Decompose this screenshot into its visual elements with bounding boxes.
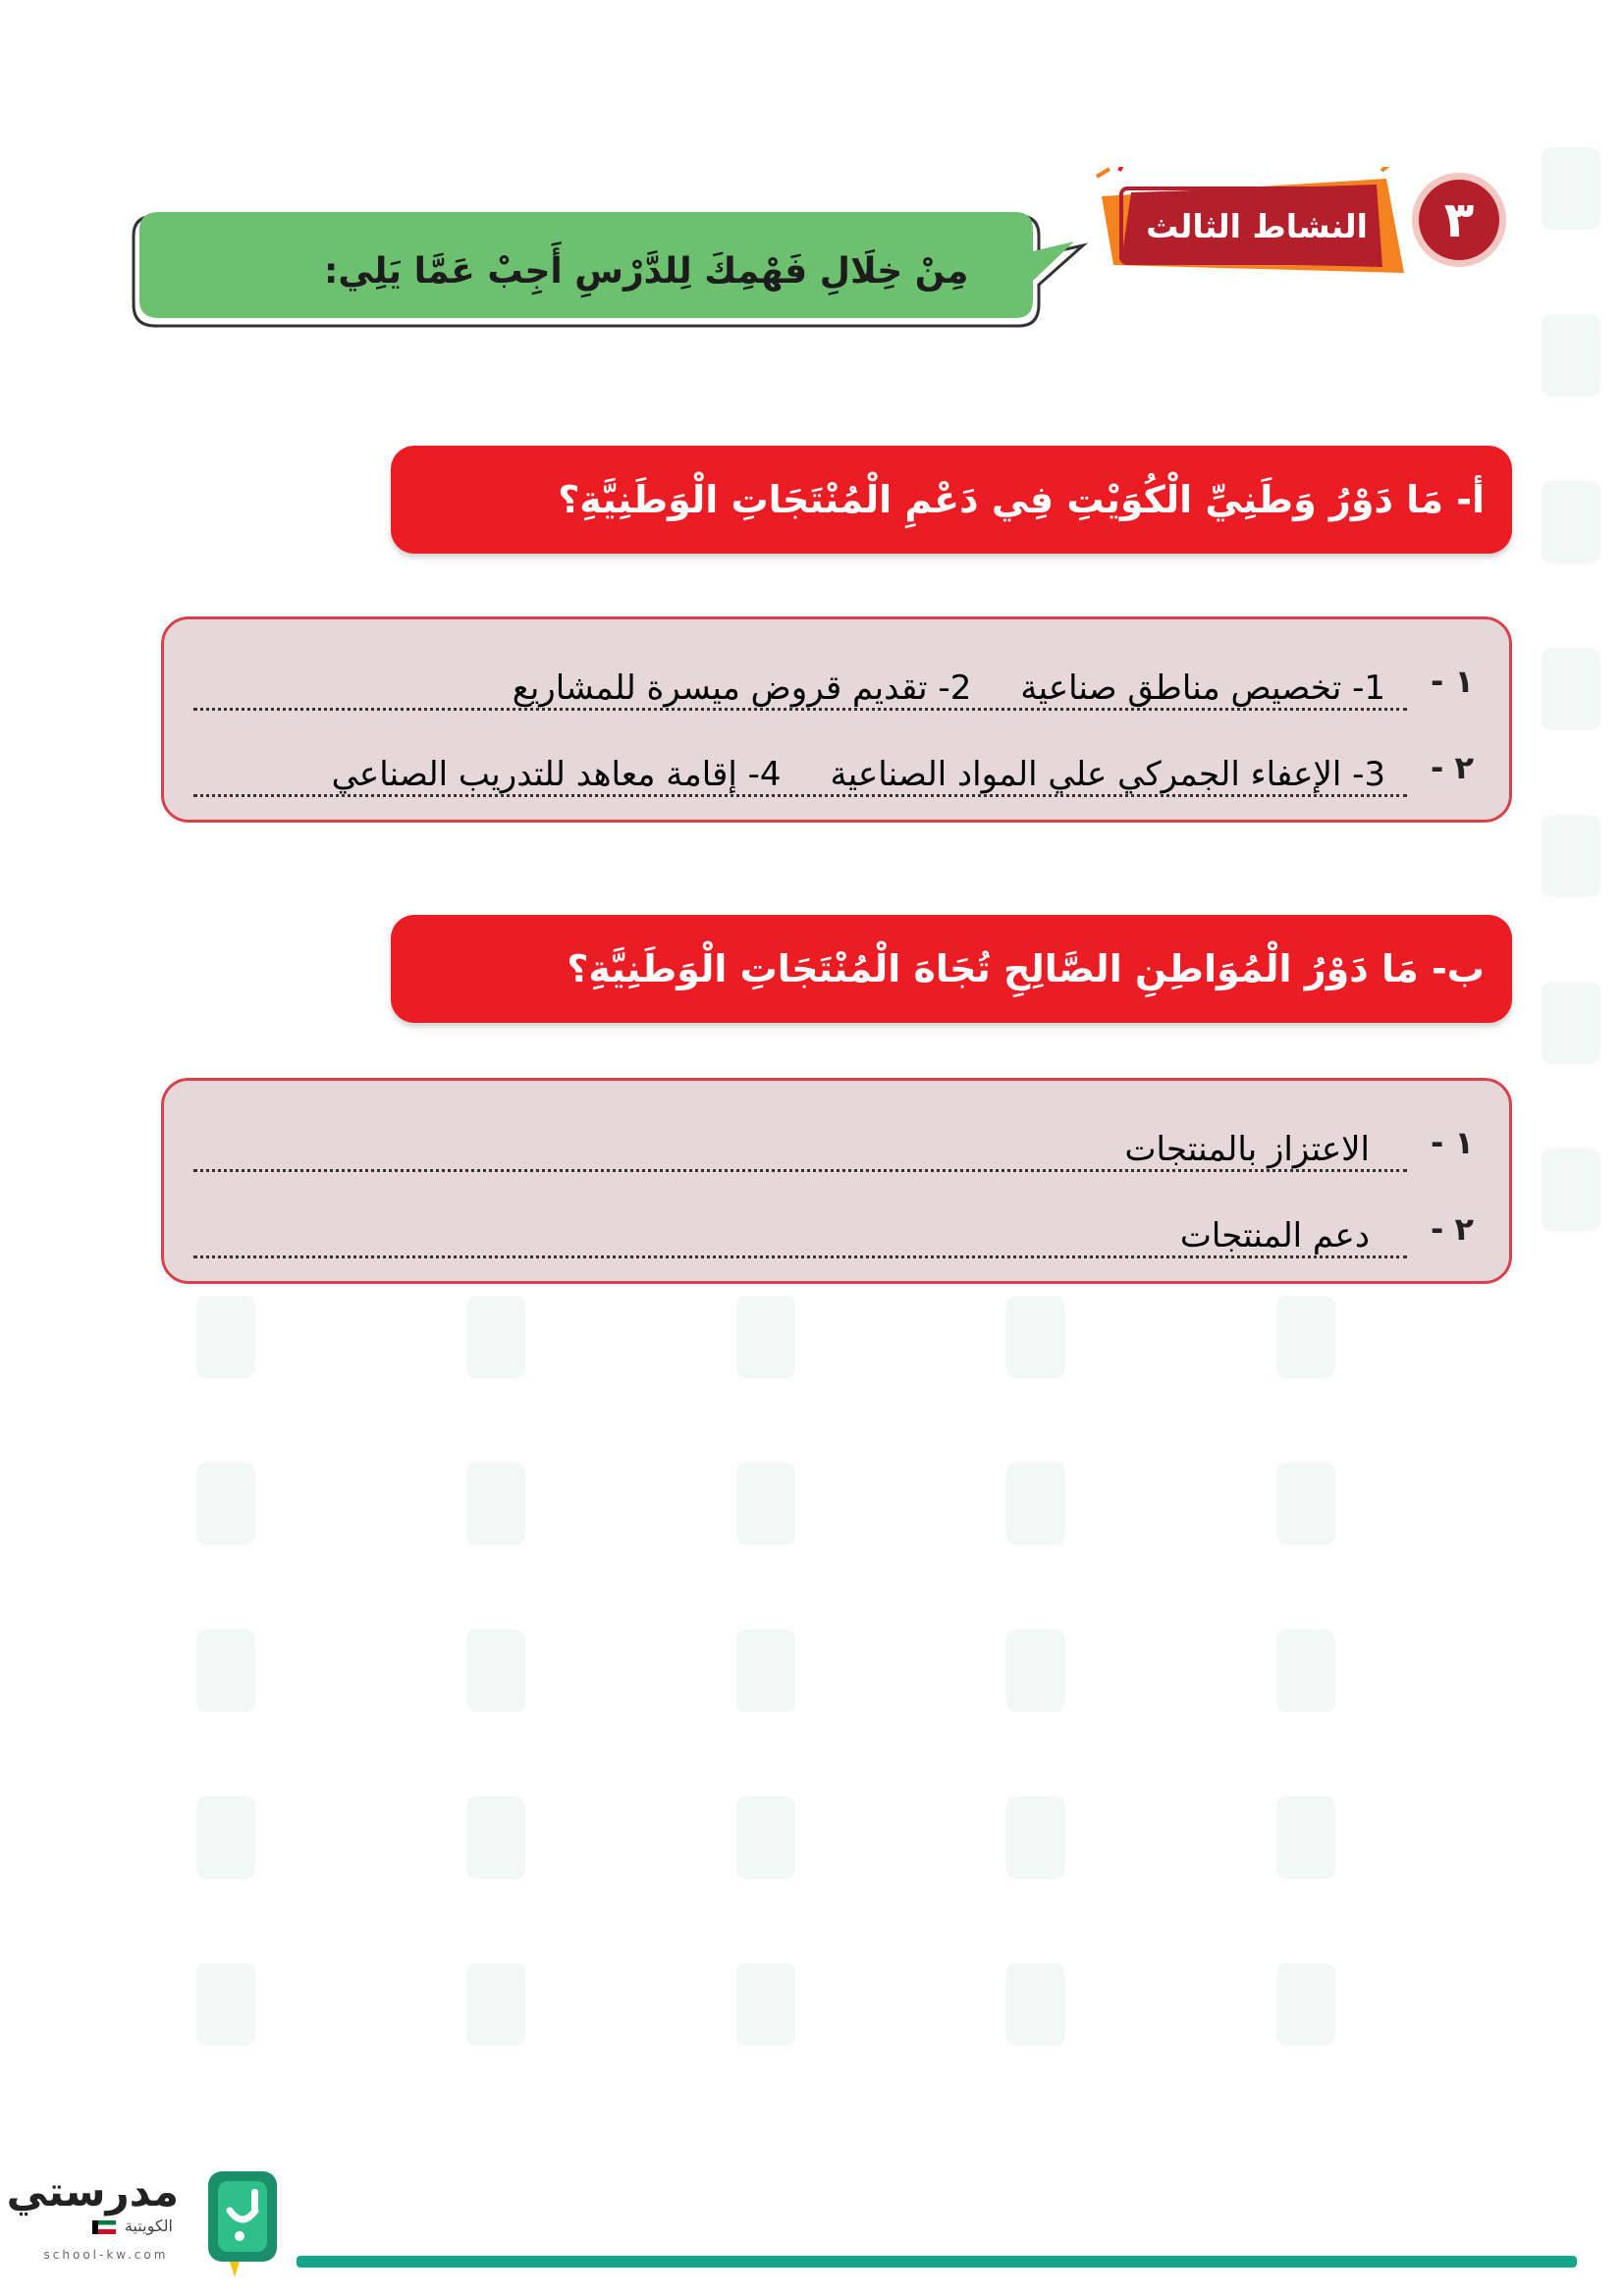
answer-row: [193, 1204, 1480, 1263]
answer-text[interactable]: [332, 743, 1385, 794]
answer-number: ٢ -: [1431, 749, 1474, 786]
question-b-text: ب- مَا دَوْرُ الْمُوَاطِنِ الصَّالِحِ تُجَاهَ الْمُنْتَجَاتِ الْوَطَنِيَّةِ؟: [567, 947, 1485, 990]
answer-row: [193, 743, 1480, 802]
logo-subtitle: [39, 2216, 173, 2235]
dotted-line: [193, 708, 1407, 711]
question-b-bar: [391, 915, 1512, 1023]
answer-part: 2- تقديم قروض ميسرة للمشاريع: [512, 668, 972, 708]
question-a-text: أ- مَا دَوْرُ وَطَنِيِّ الْكُوَيْتِ فِي دَعْمِ الْمُنْتَجَاتِ الْوَطَنِيَّةِ؟: [558, 478, 1485, 521]
dotted-line: [193, 1255, 1407, 1258]
dotted-line: [193, 794, 1407, 797]
instruction-text: مِنْ خِلَالِ فَهْمِكَ لِلدَّرْسِ أَجِبْ عَمَّا يَلِي:: [324, 250, 969, 292]
answer-text[interactable]: دعم المنتجات: [1179, 1216, 1370, 1255]
logo-subtitle-text: الكويتية: [124, 2216, 173, 2235]
answer-part: 3- الإعفاء الجمركي علي المواد الصناعية: [830, 755, 1385, 794]
answer-row: [193, 1118, 1480, 1177]
logo-icon: [204, 2167, 281, 2279]
dotted-line: [193, 1169, 1407, 1172]
kuwait-flag-icon: [92, 2220, 116, 2234]
answer-number: ١ -: [1431, 1124, 1474, 1161]
answer-number: ٢ -: [1431, 1210, 1474, 1248]
logo-url[interactable]: school-kw.com: [43, 2248, 169, 2262]
answer-box-a: [161, 616, 1512, 823]
answer-part: 1- تخصيص مناطق صناعية: [1020, 668, 1385, 708]
activity-number-badge: ٣: [1412, 173, 1506, 267]
footer-line: [297, 2256, 1577, 2268]
answer-text[interactable]: الاعتزاز بالمنتجات: [1124, 1130, 1370, 1169]
activity-title: النشاط الثالث: [1146, 206, 1368, 245]
answer-number: ١ -: [1431, 663, 1474, 700]
answer-box-b: [161, 1078, 1512, 1284]
answer-part: 4- إقامة معاهد للتدريب الصناعي: [331, 755, 782, 794]
answer-text[interactable]: [513, 657, 1385, 708]
question-a-bar: [391, 446, 1512, 554]
logo-name: مدرستي: [6, 2167, 179, 2216]
answer-row: [193, 657, 1480, 716]
